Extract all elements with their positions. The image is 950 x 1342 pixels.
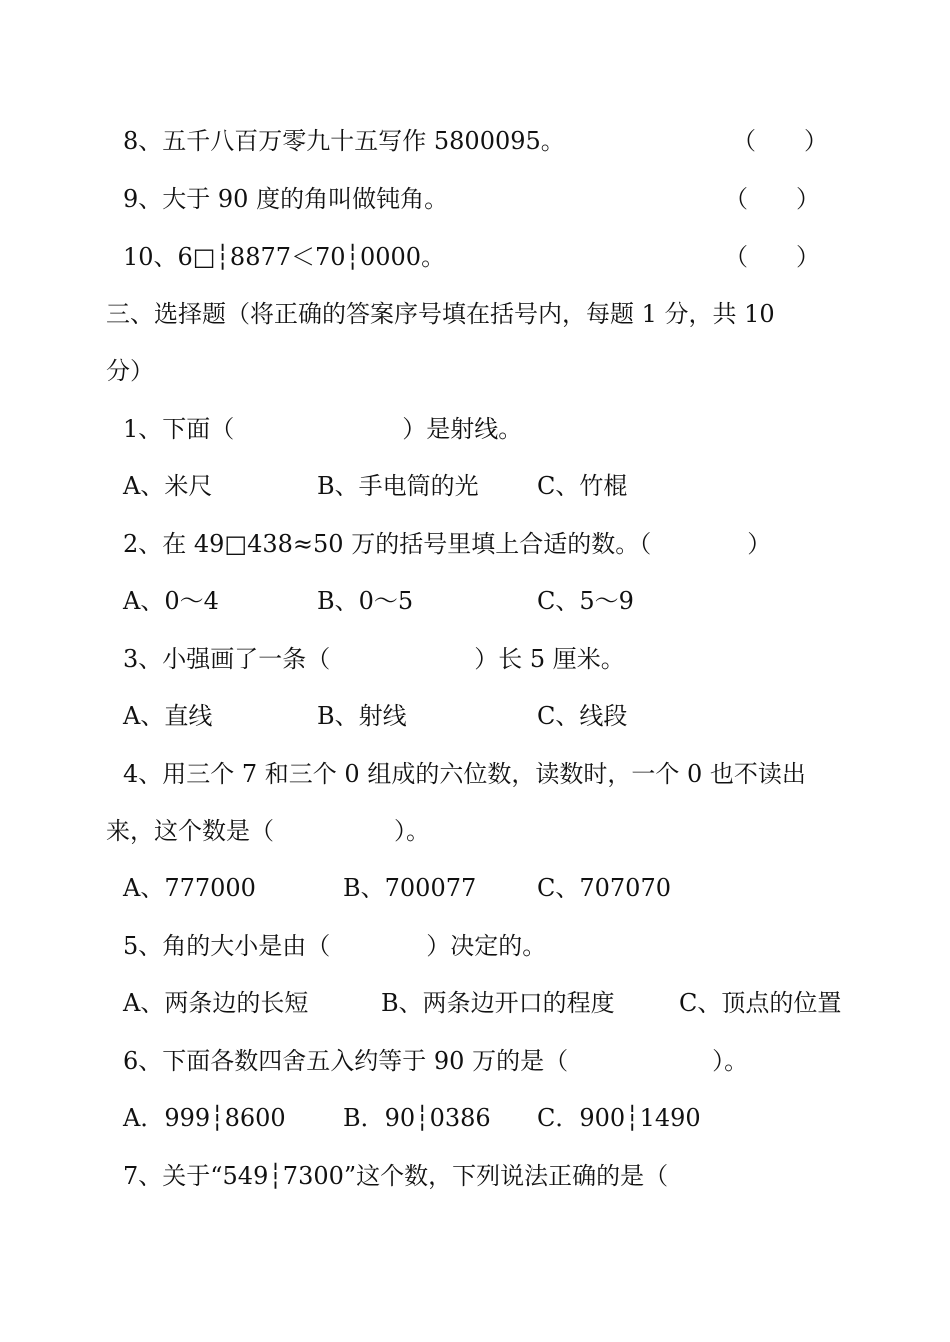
question-3-option-a: A、直线 xyxy=(123,702,213,730)
judge-item-9-answer-blank[interactable]: （ ） xyxy=(724,185,820,213)
question-1-option-b: B、手电筒的光 xyxy=(317,472,479,500)
question-6-option-c: C．900┆1490 xyxy=(537,1104,701,1132)
question-4-stem: 4、用三个 7 和三个 0 组成的六位数，读数时，一个 0 也不读出 xyxy=(123,760,806,788)
question-2-option-c: C、5～9 xyxy=(537,587,634,615)
question-4-option-c: C、707070 xyxy=(537,874,671,902)
question-3-option-c: C、线段 xyxy=(537,702,628,730)
question-6-option-a: A．999┆8600 xyxy=(123,1104,286,1132)
judge-item-10-answer-blank[interactable]: （ ） xyxy=(724,243,820,271)
judge-item-8-answer-blank[interactable]: （ ） xyxy=(732,127,828,155)
question-4-option-b: B、700077 xyxy=(343,874,477,902)
judge-item-10-text: 10、6□┆8877＜70┆0000。 xyxy=(123,243,446,271)
question-3-option-b: B、射线 xyxy=(317,702,407,730)
question-4-stem-cont: 来，这个数是（ ）。 xyxy=(106,817,430,845)
question-5-option-a: A、两条边的长短 xyxy=(123,989,309,1017)
question-7-stem: 7、关于“549┆7300”这个数，下列说法正确的是（ xyxy=(123,1162,669,1190)
question-6-option-b: B．90┆0386 xyxy=(343,1104,491,1132)
judge-item-8-text: 8、五千八百万零九十五写作 5800095。 xyxy=(123,127,565,155)
question-6-stem: 6、下面各数四舍五入约等于 90 万的是（ ）。 xyxy=(123,1047,749,1075)
question-2-option-b: B、0～5 xyxy=(317,587,414,615)
question-5-option-b: B、两条边开口的程度 xyxy=(381,989,615,1017)
judge-item-9-text: 9、大于 90 度的角叫做钝角。 xyxy=(123,185,449,213)
question-3-stem: 3、小强画了一条（ ）长 5 厘米。 xyxy=(123,645,625,673)
section-header-choice-cont: 分） xyxy=(106,357,154,385)
question-1-option-c: C、竹棍 xyxy=(537,472,628,500)
question-2-option-a: A、0～4 xyxy=(123,587,219,615)
question-5-option-c: C、顶点的位置 xyxy=(679,989,842,1017)
question-2-stem: 2、在 49□438≈50 万的括号里填上合适的数。（ ） xyxy=(123,530,772,558)
question-4-option-a: A、777000 xyxy=(123,874,256,902)
section-header-choice: 三、选择题（将正确的答案序号填在括号内，每题 1 分，共 10 xyxy=(106,300,775,328)
question-1-option-a: A、米尺 xyxy=(123,472,213,500)
question-1-stem: 1、下面（ ）是射线。 xyxy=(123,415,523,443)
question-5-stem: 5、角的大小是由（ ）决定的。 xyxy=(123,932,547,960)
